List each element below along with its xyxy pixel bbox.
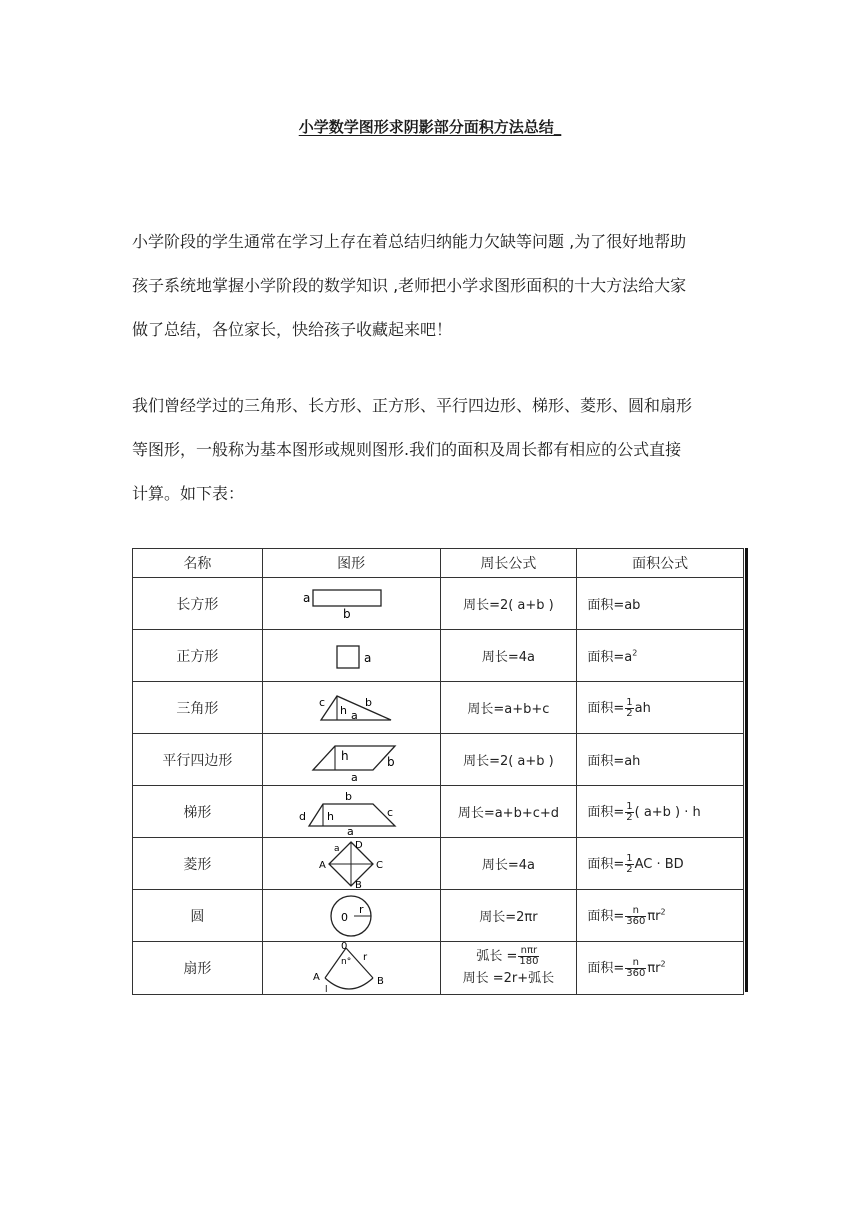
sector-perimeter-formula: 周长 =2r+弧长: [462, 971, 555, 986]
fraction-denominator: 360: [626, 968, 646, 979]
shape-name: 圆: [133, 890, 263, 942]
fraction: [625, 802, 633, 823]
table-row: [133, 630, 744, 682]
shapes-line-3: 计算。如下表：: [132, 484, 245, 503]
fraction-denominator: 2: [626, 811, 633, 823]
label-d: d: [299, 809, 307, 823]
area-prefix: 面积=: [587, 856, 625, 872]
header-area: 面积公式: [577, 549, 744, 578]
area-text: 面积=a: [587, 650, 633, 665]
label-C: C: [376, 859, 384, 871]
label-a: a: [334, 843, 340, 854]
fraction-numerator: nπr: [518, 946, 539, 957]
label-a: a: [347, 824, 354, 836]
parallelogram-diagram: [291, 738, 411, 782]
label-r: r: [363, 952, 368, 963]
header-perimeter: 周长公式: [440, 549, 577, 578]
table-row: [133, 578, 744, 630]
table-row: [133, 838, 744, 890]
area-formula: [577, 838, 744, 890]
area-exponent: 2: [632, 648, 638, 658]
area-suffix: πr: [647, 961, 661, 976]
fraction: [625, 958, 646, 979]
document-title: [0, 116, 860, 137]
label-b: b: [343, 606, 351, 621]
fraction: [625, 698, 633, 719]
perimeter-formula: 周长=2( a+b ): [440, 734, 577, 786]
intro-line-3: 做了总结，各位家长，快给孩子收藏起来吧！: [132, 320, 453, 339]
fraction-numerator: 1: [626, 852, 633, 864]
area-formula: [577, 786, 744, 838]
fraction-numerator: n: [625, 906, 646, 917]
arc-length-formula: [441, 946, 577, 968]
formula-table-image: [132, 548, 746, 994]
area-suffix: AC · BD: [634, 856, 684, 872]
shapes-paragraph: [132, 396, 744, 528]
area-suffix: ah: [634, 700, 651, 716]
label-h: h: [340, 703, 348, 717]
area-formula: 面积=ab: [577, 578, 744, 630]
square-diagram: [291, 636, 411, 676]
shape-name: 菱形: [133, 838, 263, 890]
perimeter-formula: 周长=a+b+c: [440, 682, 577, 734]
label-b: b: [345, 789, 353, 803]
table-row: [133, 682, 744, 734]
label-center: 0: [341, 942, 348, 952]
header-figure: 图形: [262, 549, 440, 578]
area-formula: [577, 630, 744, 682]
rectangle-figure: [262, 578, 440, 630]
perimeter-formula: [440, 942, 577, 995]
table-row: [133, 734, 744, 786]
label-a: a: [351, 770, 358, 782]
fraction-numerator: n: [625, 958, 646, 969]
label-b: b: [365, 695, 373, 709]
shapes-line-1: 我们曾经学过的三角形、长方形、正方形、平行四边形、梯形、菱形、圆和扇形: [132, 396, 693, 415]
fraction-denominator: 360: [626, 915, 646, 927]
label-h: h: [327, 809, 335, 823]
triangle-diagram: [291, 688, 411, 728]
area-exponent: 2: [660, 959, 666, 969]
fraction-numerator: 1: [626, 696, 633, 708]
parallelogram-figure: [262, 734, 440, 786]
shapes-line-2: 等图形，一般称为基本图形或规则图形.我们的面积及周长都有相应的公式直接: [132, 440, 682, 459]
label-r: r: [359, 902, 364, 916]
area-suffix: πr: [647, 908, 661, 924]
shape-name: 三角形: [133, 682, 263, 734]
area-prefix: 面积=: [587, 700, 625, 716]
fraction-denominator: 2: [626, 707, 633, 719]
perimeter-formula: 周长=2πr: [440, 890, 577, 942]
perimeter-formula: 周长=a+b+c+d: [440, 786, 577, 838]
sector-figure: [262, 942, 440, 995]
circle-figure: [262, 890, 440, 942]
area-formula: [577, 890, 744, 942]
table-row: [133, 942, 744, 995]
shape-name: 正方形: [133, 630, 263, 682]
triangle-figure: [262, 682, 440, 734]
perimeter-formula: 周长=2( a+b ): [440, 578, 577, 630]
shape-name: 长方形: [133, 578, 263, 630]
area-formula: [577, 942, 744, 995]
rectangle-diagram: [291, 584, 411, 624]
table-row: [133, 786, 744, 838]
label-D: D: [355, 839, 363, 851]
intro-paragraph: [132, 232, 744, 364]
fraction-denominator: 180: [519, 956, 539, 967]
fraction: [625, 906, 646, 927]
table-right-border: [745, 548, 748, 992]
table-row: [133, 890, 744, 942]
area-exponent: 2: [660, 907, 666, 917]
label-a: a: [351, 708, 358, 722]
area-suffix: ( a+b ) · h: [634, 804, 701, 820]
shape-name: 梯形: [133, 786, 263, 838]
sector-diagram: [291, 942, 411, 994]
label-b: b: [387, 754, 395, 769]
label-a: a: [364, 650, 372, 665]
perimeter-formula: 周长=4a: [440, 630, 577, 682]
label-l: l: [325, 985, 328, 994]
header-name: 名称: [133, 549, 263, 578]
formula-table: [132, 548, 744, 995]
area-prefix: 面积=: [587, 804, 625, 820]
fraction-numerator: 1: [626, 800, 633, 812]
area-prefix: 面积=: [587, 961, 625, 976]
circle-diagram: [291, 893, 411, 939]
label-B: B: [377, 976, 384, 987]
area-formula: [577, 682, 744, 734]
area-formula: 面积=ah: [577, 734, 744, 786]
trapezoid-diagram: [291, 788, 411, 836]
fraction: [625, 854, 633, 875]
table-header-row: [133, 549, 744, 578]
intro-line-2: 孩子系统地掌握小学阶段的数学知识 ,老师把小学求图形面积的十大方法给大家: [132, 276, 687, 295]
arc-prefix: 弧长 =: [476, 949, 518, 964]
rhombus-diagram: [291, 839, 411, 889]
shape-name: 平行四边形: [133, 734, 263, 786]
fraction: [518, 946, 539, 967]
intro-line-1: 小学阶段的学生通常在学习上存在着总结归纳能力欠缺等问题 ,为了很好地帮助: [132, 232, 687, 251]
fraction-denominator: 2: [626, 863, 633, 875]
label-A: A: [313, 972, 320, 983]
label-h: h: [341, 748, 349, 763]
area-prefix: 面积=: [587, 908, 625, 924]
label-c: c: [319, 695, 326, 709]
square-figure: [262, 630, 440, 682]
label-a: a: [303, 590, 311, 605]
rhombus-figure: [262, 838, 440, 890]
shape-name: 扇形: [133, 942, 263, 995]
document-title-text: 小学数学图形求阴影部分面积方法总结_: [298, 118, 562, 136]
perimeter-formula: 周长=4a: [440, 838, 577, 890]
label-c: c: [387, 805, 394, 819]
label-center: 0: [341, 910, 349, 924]
label-angle: n°: [341, 957, 352, 967]
label-B: B: [355, 879, 362, 889]
label-A: A: [319, 859, 326, 871]
trapezoid-figure: [262, 786, 440, 838]
